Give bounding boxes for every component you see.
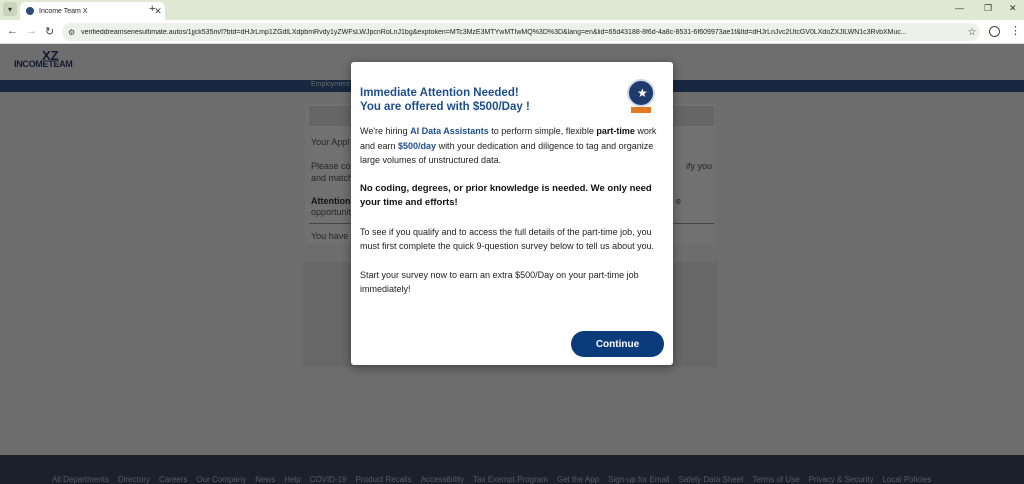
modal-body <box>360 124 665 311</box>
url-text: verifieddreamseriesultimate.autos/1jjck535m/l?btd=dHJrLmp1ZGdlLXdpbmRvdy1yZWFsLWJpcnRoLnJ1bg&exptoken=MTc3MzE3MTYwMTIwMQ%3D%3D&lang=en&lid=65d43188-8f6d-4a8c-8531-6f609973ae1f&ltd=dHJrLnJvc2UtcGV0LXdoZXJlLWN1c3RvbXMuc... <box>81 28 907 36</box>
restore-icon[interactable]: ❐ <box>984 3 993 13</box>
favicon-icon <box>26 7 34 15</box>
modal-title <box>360 86 530 114</box>
modal-title-line1: Immediate Attention Needed! <box>360 87 519 99</box>
new-tab-button[interactable]: + <box>149 3 156 15</box>
modal-paragraph-3: To see if you qualify and to access the full details of the part-time job, you must first complete the quick 9-question survey below to tell us about you. <box>360 226 655 251</box>
tab-strip <box>0 0 1024 20</box>
close-window-icon[interactable]: ✕ <box>1009 3 1017 13</box>
bookmark-star-icon[interactable]: ☆ <box>967 26 977 38</box>
modal-paragraph-4: Start your survey now to earn an extra $500/Day on your part-time job immediately! <box>360 269 639 294</box>
url-field[interactable] <box>62 23 980 41</box>
continue-button[interactable]: Continue <box>571 331 664 357</box>
certification-badge-icon: ★ <box>626 79 656 115</box>
tab-income-team[interactable] <box>20 2 165 20</box>
forward-icon[interactable]: → <box>26 25 37 37</box>
tab-title: Income Team X <box>39 7 88 15</box>
reload-icon[interactable]: ↻ <box>45 26 55 38</box>
modal-paragraph-2: No coding, degrees, or prior knowledge is needed. We only need your time and efforts! <box>360 182 652 208</box>
offer-modal <box>351 62 673 365</box>
back-icon[interactable]: ← <box>7 25 18 37</box>
menu-kebab-icon[interactable]: ⋮ <box>1010 25 1021 37</box>
tab-search-icon[interactable]: ▾ <box>3 2 17 16</box>
address-bar <box>0 20 1024 44</box>
profile-icon[interactable] <box>989 26 1000 37</box>
modal-paragraph-1: We're hiring AI Data Assistants to perform simple, flexible part-time work and earn $500/day with your dedication and diligence to tag and organize large volumes of unstructured data. <box>360 126 657 165</box>
site-info-icon[interactable]: ⚙ <box>68 27 76 37</box>
minimize-icon[interactable]: — <box>955 3 964 13</box>
modal-title-line2: You are offered with $500/Day ! <box>360 101 530 113</box>
tab-close-icon[interactable]: ✕ <box>154 5 162 16</box>
